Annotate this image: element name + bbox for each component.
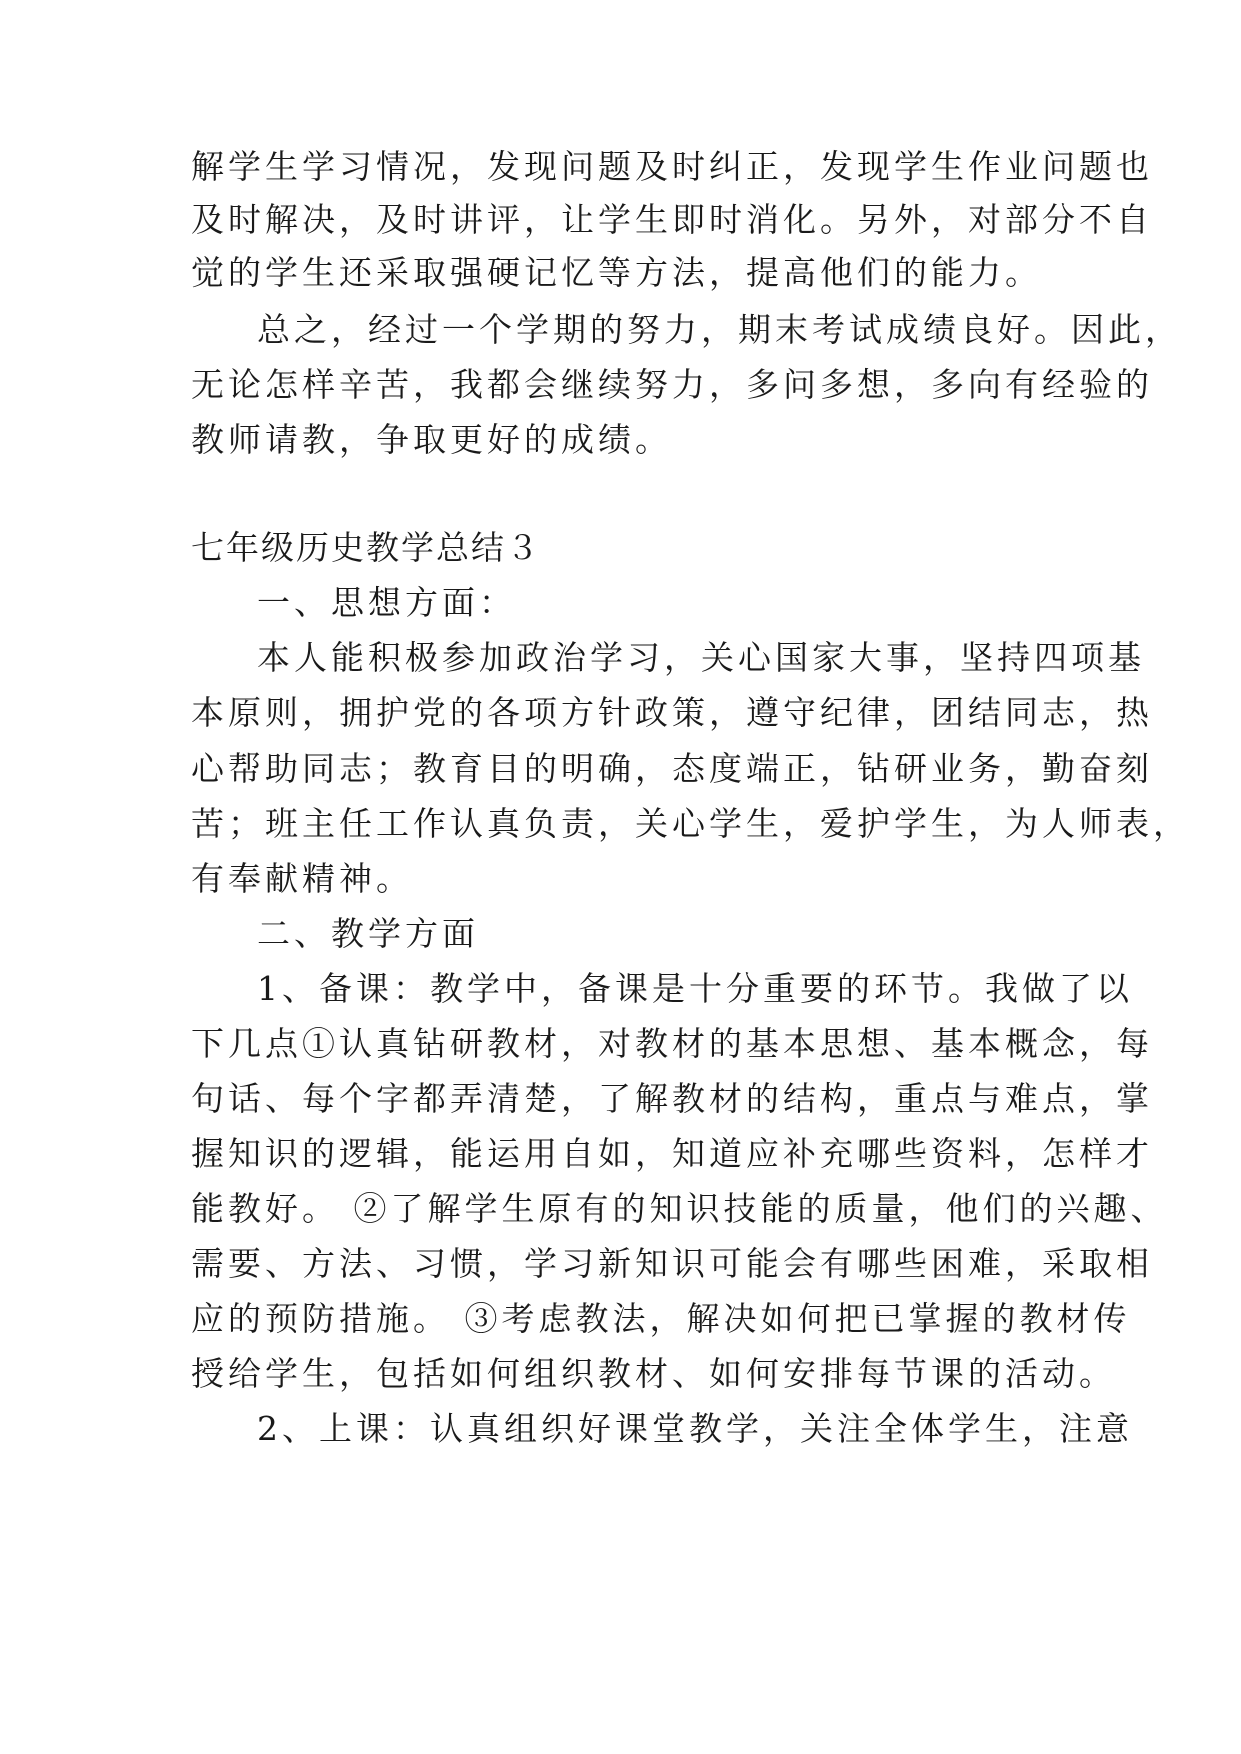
text-line: 授给学生，包括如何组织教材、如何安排每节课的活动。 [191,1354,1116,1393]
subheading: 一、思想方面： [257,583,516,622]
text-line: 苦；班主任工作认真负责，关心学生，爱护学生，为人师表， [191,804,1190,843]
text-line: 教师请教，争取更好的成绩。 [191,420,672,459]
text-line: 下几点①认真钻研教材，对教材的基本思想、基本概念，每 [191,1024,1153,1063]
text-line: 1、备课：教学中，备课是十分重要的环节。我做了以 [257,969,1133,1008]
section-title: 七年级历史教学总结３ [191,528,541,567]
text-line: 句话、每个字都弄清楚，了解教材的结构，重点与难点，掌 [191,1079,1153,1118]
text-line: 握知识的逻辑，能运用自如，知道应补充哪些资料，怎样才 [191,1134,1153,1173]
text-line: 需要、方法、习惯，学习新知识可能会有哪些困难，采取相 [191,1244,1153,1283]
text-line: 本原则，拥护党的各项方针政策，遵守纪律，团结同志，热 [191,693,1153,732]
text-line: 能教好。 ②了解学生原有的知识技能的质量，他们的兴趣、 [191,1189,1168,1228]
text-line: 总之，经过一个学期的努力，期末考试成绩良好。因此， [257,310,1182,349]
text-line: 有奉献精神。 [191,859,413,898]
text-line: 解学生学习情况，发现问题及时纠正，发现学生作业问题也 [191,147,1153,186]
text-line: 本人能积极参加政治学习，关心国家大事，坚持四项基 [257,638,1145,677]
text-line: 2、上课：认真组织好课堂教学，关注全体学生，注意 [257,1409,1133,1448]
text-line: 无论怎样辛苦，我都会继续努力，多问多想，多向有经验的 [191,365,1153,404]
text-line: 心帮助同志；教育目的明确，态度端正，钻研业务，勤奋刻 [191,749,1153,788]
text-line: 及时解决，及时讲评，让学生即时消化。另外，对部分不自 [191,200,1153,239]
text-line: 应的预防措施。 ③考虑教法，解决如何把已掌握的教材传 [191,1299,1131,1338]
text-line: 觉的学生还采取强硬记忆等方法，提高他们的能力。 [191,253,1042,292]
subheading: 二、教学方面 [257,914,479,953]
